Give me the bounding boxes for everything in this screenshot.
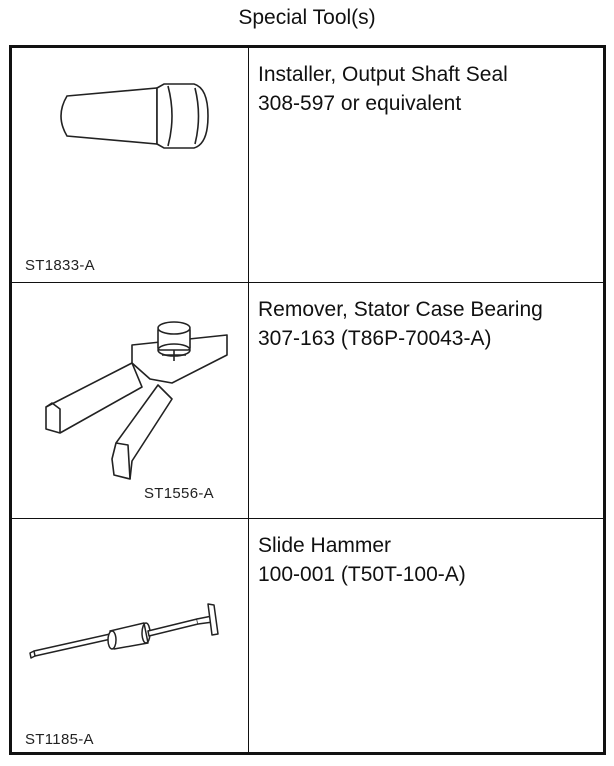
- tool-number: 100-001 (T50T-100-A): [258, 563, 466, 586]
- table-row: [11, 47, 605, 283]
- tool-name: Remover, Stator Case Bearing: [258, 298, 543, 321]
- seal-installer-icon: [12, 48, 248, 283]
- special-tools-table: [9, 45, 606, 755]
- tool-description-cell: [249, 283, 605, 519]
- tool-description-cell: [249, 47, 605, 283]
- illustration-code: ST1556-A: [144, 485, 214, 502]
- tool-illustration-cell: [11, 283, 249, 519]
- illustration-code: ST1185-A: [25, 731, 94, 748]
- tool-description-cell: [249, 519, 605, 754]
- bearing-remover-icon: [12, 283, 248, 518]
- tool-number: 308-597 or equivalent: [258, 92, 462, 115]
- tool-illustration-cell: [11, 47, 249, 283]
- tool-name: Installer, Output Shaft Seal: [258, 63, 508, 86]
- table-row: [11, 283, 605, 519]
- slide-hammer-icon: [12, 519, 248, 754]
- tool-number: 307-163 (T86P-70043-A): [258, 327, 492, 350]
- tool-illustration-cell: [11, 519, 249, 754]
- illustration-code: ST1833-A: [25, 257, 95, 274]
- tool-name: Slide Hammer: [258, 534, 392, 557]
- table-row: [11, 519, 605, 754]
- page-title: Special Tool(s): [238, 6, 376, 29]
